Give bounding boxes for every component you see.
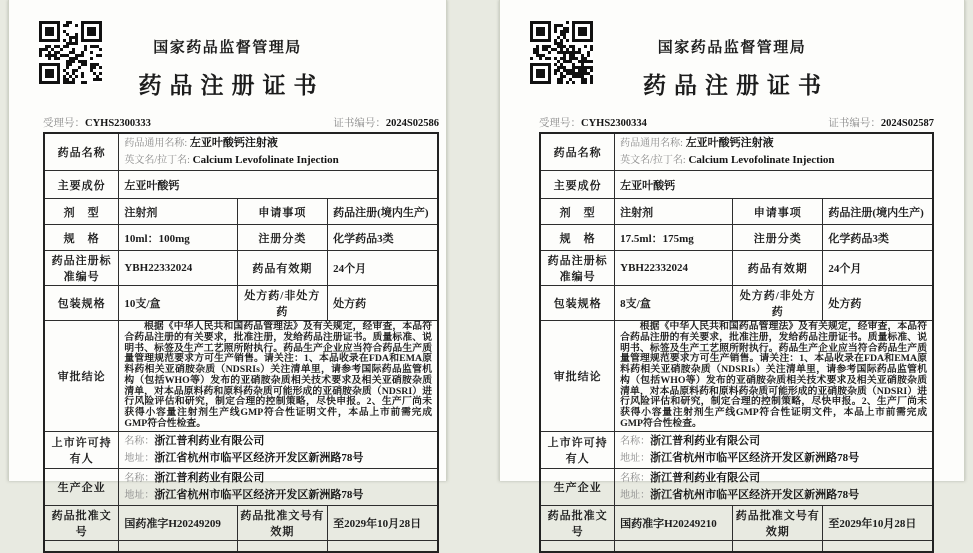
clipped-cell	[540, 540, 615, 552]
clipped-cell	[823, 540, 933, 552]
label-license-holder: 上市许可持有人	[44, 431, 119, 468]
row-standard-number	[540, 251, 933, 286]
holder-name-label: 名称：	[124, 435, 155, 447]
certificate-number	[333, 115, 439, 130]
label-standard-number: 药品注册标准编号	[44, 251, 119, 286]
manufacturer-name-value: 浙江普利药业有限公司	[154, 471, 265, 484]
english-name-value: Calcium Levofolinate Injection	[192, 154, 339, 167]
clipped-cell	[615, 540, 733, 552]
cell-approval-conclusion	[615, 321, 933, 432]
certificate-page-left	[8, 0, 447, 538]
label-approval-conclusion: 审批结论	[44, 321, 119, 432]
value-drug-validity: 24个月	[823, 251, 933, 286]
approval-conclusion-text: 根据《中华人民共和国药品管理法》及有关规定，经审查，本品符合药品注册的有关要求，批准注册，发给药品注册证书。质量标准、说明书、标签及生产工艺照所附执行。药品生产企业应当符合药品生产质量管理规范要求方可生产销售。请关注：1、本品收录在FDA和EMA原料药相关亚硝胺杂质（NDSRIs）关注清单里，请参考国际药品监管机构（包括WHO等）发布的亚硝胺杂质相关技术要求及相关亚硝胺杂质清单，对本品原料药和原料药杂质可能形成的亚硝胺杂质（NDSRI）进行风险评估和研究，制定合理的控制策略，尽快申报。2、生产厂尚未获得小容量注射剂生产线GMP符合性证明文件，本品上市前需完成GMP符合性检查。	[620, 321, 927, 429]
acceptance-label: 受理号：	[43, 118, 85, 129]
label-drug-name: 药品名称	[44, 133, 119, 171]
clipped-cell	[237, 540, 328, 552]
value-approval-validity: 至2029年10月28日	[328, 505, 438, 540]
value-standard-number: YBH22332024	[615, 251, 733, 286]
row-clipped	[44, 540, 438, 552]
cell-drug-name	[119, 133, 438, 171]
value-registration-class: 化学药品3类	[328, 225, 438, 251]
certificate-table	[43, 132, 439, 553]
holder-address-label: 地址：	[124, 452, 155, 464]
holder-name-label: 名称：	[620, 435, 651, 447]
value-rx-otc: 处方药	[328, 286, 438, 321]
cell-drug-name	[615, 133, 933, 171]
row-standard-number	[44, 251, 438, 286]
row-dosage-form	[44, 199, 438, 225]
label-drug-validity: 药品有效期	[237, 251, 328, 286]
certificate-number-value: 2024S02587	[880, 118, 934, 129]
qr-code	[530, 21, 593, 84]
certificate-number-label: 证书编号：	[333, 118, 386, 129]
english-name-label: 英文名/拉丁名:	[124, 155, 190, 167]
row-ingredient	[44, 171, 438, 199]
holder-address-line	[124, 450, 432, 467]
holder-address-value: 浙江省杭州市临平区经济开发区新洲路78号	[650, 451, 860, 464]
manufacturer-address-line	[620, 487, 927, 504]
row-clipped	[540, 540, 933, 552]
value-package-spec: 8支/盒	[615, 286, 733, 321]
manufacturer-address-line	[124, 487, 432, 504]
generic-name-line	[620, 135, 927, 152]
value-ingredient: 左亚叶酸钙	[615, 171, 933, 199]
acceptance-number	[539, 115, 647, 130]
value-dosage-form: 注射剂	[119, 199, 237, 225]
english-name-line	[124, 152, 432, 169]
row-manufacturer	[540, 468, 933, 505]
reference-row	[539, 115, 934, 130]
clipped-cell	[733, 540, 823, 552]
row-license-holder	[44, 431, 438, 468]
value-specification: 10ml：100mg	[119, 225, 237, 251]
label-license-holder: 上市许可持有人	[540, 431, 615, 468]
acceptance-label: 受理号：	[539, 118, 581, 129]
row-drug-name	[540, 133, 933, 171]
value-approval-validity: 至2029年10月28日	[823, 505, 933, 540]
row-approval-number	[44, 505, 438, 540]
qr-code	[39, 21, 102, 84]
acceptance-value: CYHS2300334	[581, 118, 647, 129]
cell-manufacturer	[119, 468, 438, 505]
certificate-title: 药品注册证书	[138, 73, 325, 98]
value-ingredient: 左亚叶酸钙	[119, 171, 438, 199]
label-approval-conclusion: 审批结论	[540, 321, 615, 432]
label-application-item: 申请事项	[733, 199, 823, 225]
manufacturer-address-value: 浙江省杭州市临平区经济开发区新洲路78号	[650, 488, 860, 501]
label-ingredient: 主要成份	[540, 171, 615, 199]
label-registration-class: 注册分类	[733, 225, 823, 251]
acceptance-number	[43, 115, 151, 130]
approval-conclusion-text: 根据《中华人民共和国药品管理法》及有关规定，经审查，本品符合药品注册的有关要求，批准注册，发给药品注册证书。质量标准、说明书、标签及生产工艺照所附执行。药品生产企业应当符合药品生产质量管理规范要求方可生产销售。请关注：1、本品收录在FDA和EMA原料药相关亚硝胺杂质（NDSRIs）关注清单里，请参考国际药品监管机构（包括WHO等）发布的亚硝胺杂质相关技术要求及相关亚硝胺杂质清单，对本品原料药和原料药杂质可能形成的亚硝胺杂质（NDSRI）进行风险评估和研究，制定合理的控制策略，尽快申报。2、生产厂尚未获得小容量注射剂生产线GMP符合性证明文件，本品上市前需完成GMP符合性检查。	[124, 321, 432, 429]
label-package-spec: 包装规格	[540, 286, 615, 321]
label-specification: 规 格	[540, 225, 615, 251]
row-ingredient	[540, 171, 933, 199]
value-approval-number: 国药准字H20249209	[119, 505, 237, 540]
label-dosage-form: 剂 型	[540, 199, 615, 225]
agency-name: 国家药品监督管理局	[657, 39, 807, 56]
certificate-title: 药品注册证书	[643, 73, 829, 98]
english-name-value: Calcium Levofolinate Injection	[688, 154, 835, 167]
value-drug-validity: 24个月	[328, 251, 438, 286]
certificate-number-label: 证书编号：	[828, 118, 881, 129]
label-rx-otc: 处方药/非处方药	[733, 286, 823, 321]
certificate-body	[539, 115, 934, 553]
row-drug-name	[44, 133, 438, 171]
label-application-item: 申请事项	[237, 199, 328, 225]
manufacturer-name-value: 浙江普利药业有限公司	[650, 471, 761, 484]
certificate-page-right	[499, 0, 965, 538]
value-approval-number: 国药准字H20249210	[615, 505, 733, 540]
label-specification: 规 格	[44, 225, 119, 251]
row-specification	[540, 225, 933, 251]
label-manufacturer: 生产企业	[540, 468, 615, 505]
certificate-body	[43, 115, 439, 553]
label-ingredient: 主要成份	[44, 171, 119, 199]
generic-name-value: 左亚叶酸钙注射液	[189, 137, 278, 149]
manufacturer-address-value: 浙江省杭州市临平区经济开发区新洲路78号	[154, 488, 364, 501]
label-drug-validity: 药品有效期	[733, 251, 823, 286]
reference-row	[43, 115, 439, 130]
value-dosage-form: 注射剂	[615, 199, 733, 225]
value-specification: 17.5ml：175mg	[615, 225, 733, 251]
manufacturer-address-label: 地址：	[124, 489, 155, 501]
holder-name-value: 浙江普利药业有限公司	[154, 434, 265, 447]
row-license-holder	[540, 431, 933, 468]
cell-license-holder	[119, 431, 438, 468]
cell-approval-conclusion	[119, 321, 438, 432]
certificate-number	[828, 115, 934, 130]
row-approval-conclusion	[540, 321, 933, 432]
row-approval-number	[540, 505, 933, 540]
generic-name-label: 药品通用名称:	[124, 138, 188, 149]
label-rx-otc: 处方药/非处方药	[237, 286, 328, 321]
label-registration-class: 注册分类	[237, 225, 328, 251]
row-approval-conclusion	[44, 321, 438, 432]
holder-name-line	[620, 433, 927, 450]
row-manufacturer	[44, 468, 438, 505]
generic-name-value: 左亚叶酸钙注射液	[685, 137, 774, 149]
value-application-item: 药品注册(境内生产)	[328, 199, 438, 225]
clipped-cell	[328, 540, 438, 552]
holder-name-value: 浙江普利药业有限公司	[650, 434, 761, 447]
row-package-spec	[540, 286, 933, 321]
row-dosage-form	[540, 199, 933, 225]
holder-address-label: 地址：	[620, 452, 651, 464]
value-standard-number: YBH22332024	[119, 251, 237, 286]
value-package-spec: 10支/盒	[119, 286, 237, 321]
row-package-spec	[44, 286, 438, 321]
label-approval-number: 药品批准文号	[540, 505, 615, 540]
manufacturer-name-line	[620, 470, 927, 487]
clipped-cell	[119, 540, 237, 552]
value-application-item: 药品注册(境内生产)	[823, 199, 933, 225]
generic-name-line	[124, 135, 432, 152]
holder-address-value: 浙江省杭州市临平区经济开发区新洲路78号	[154, 451, 364, 464]
english-name-line	[620, 152, 927, 169]
label-standard-number: 药品注册标准编号	[540, 251, 615, 286]
holder-address-line	[620, 450, 927, 467]
manufacturer-address-label: 地址：	[620, 489, 651, 501]
value-registration-class: 化学药品3类	[823, 225, 933, 251]
english-name-label: 英文名/拉丁名:	[620, 155, 686, 167]
manufacturer-name-label: 名称：	[124, 472, 155, 484]
label-approval-validity: 药品批准文号有效期	[237, 505, 328, 540]
certificate-table	[539, 132, 934, 553]
value-rx-otc: 处方药	[823, 286, 933, 321]
generic-name-label: 药品通用名称:	[620, 138, 683, 149]
label-drug-name: 药品名称	[540, 133, 615, 171]
cell-license-holder	[615, 431, 933, 468]
label-manufacturer: 生产企业	[44, 468, 119, 505]
manufacturer-name-label: 名称：	[620, 472, 651, 484]
agency-name: 国家药品监督管理局	[153, 39, 302, 56]
label-package-spec: 包装规格	[44, 286, 119, 321]
manufacturer-name-line	[124, 470, 432, 487]
clipped-cell	[44, 540, 119, 552]
label-dosage-form: 剂 型	[44, 199, 119, 225]
acceptance-value: CYHS2300333	[85, 118, 151, 129]
cell-manufacturer	[615, 468, 933, 505]
label-approval-number: 药品批准文号	[44, 505, 119, 540]
holder-name-line	[124, 433, 432, 450]
certificate-number-value: 2024S02586	[385, 118, 439, 129]
label-approval-validity: 药品批准文号有效期	[733, 505, 823, 540]
row-specification	[44, 225, 438, 251]
